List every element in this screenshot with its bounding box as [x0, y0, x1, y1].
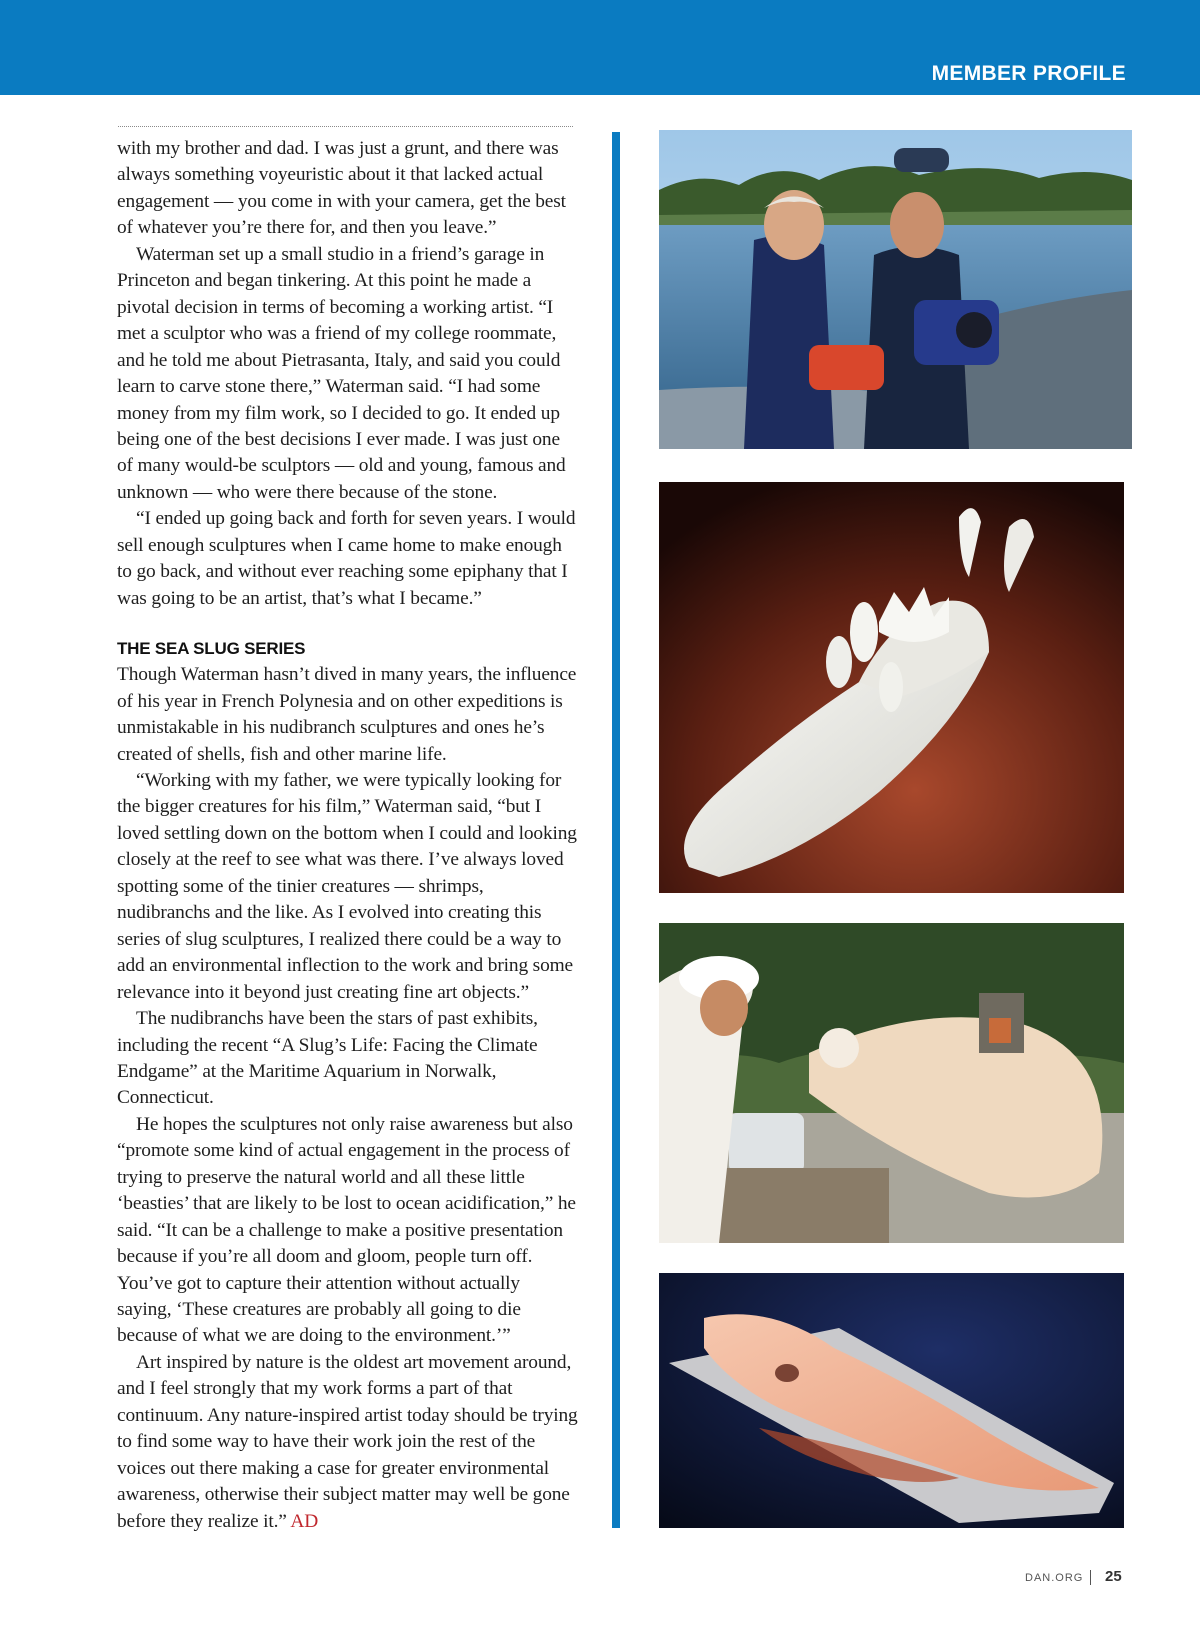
article-paragraph: with my brother and dad. I was just a grunt, and there was always something voyeuristic about it that lacked actual engagement — you come in with your camera, get the best of whatever you’re there for, and then you leave.” [117, 138, 566, 239]
final-paragraph-text: Art inspired by nature is the oldest art movement around, and I feel strongly that my work forms a part of that continuum. Any nature-inspired artist today should be trying to find some way to have their work join the rest of the voices out there making a case for greater environmental awareness, otherwise their subject matter may well be gone before they realize it.” [117, 1351, 578, 1532]
dotted-rule [118, 126, 573, 127]
article-column [117, 136, 579, 1535]
footer-site: DAN.ORG [1025, 1572, 1084, 1584]
article-paragraph: The nudibranchs have been the stars of past exhibits, including the recent “A Slug’s Life: Facing the Climate Endgame” at the Maritime Aquarium in Norwalk, Connecticut. [117, 1008, 538, 1109]
photo-sculptor-carving [659, 923, 1124, 1243]
article-paragraph: “I ended up going back and forth for seven years. I would sell enough sculptures when I came home to make enough to go back, and without ever reaching some epiphany that I was going to be an artist, that’s what I became.” [117, 508, 576, 609]
section-label: MEMBER PROFILE [931, 62, 1126, 85]
subhead: THE SEA SLUG SERIES [117, 639, 306, 659]
photo-white-nudibranch-sculpture [659, 482, 1124, 893]
photo-divers-boat [659, 130, 1132, 449]
photo-squid-sculpture [659, 1273, 1124, 1528]
article-paragraph: Waterman set up a small studio in a friend’s garage in Princeton and began tinkering. At this point he made a pivotal decision in terms of becoming a working artist. “I met a sculptor who was a friend of my college roommate, and he told me about Pietrasanta, Italy, and said you could learn to carve stone there,” Waterman said. “I had some money from my film work, so I decided to go. It ended up being one of the best decisions I ever made. I was just one of many would-be sculptors — old and young, famous and unknown — who were there because of the stone. [117, 243, 566, 503]
footer-divider [1090, 1570, 1091, 1585]
signoff-mark: AD [290, 1510, 319, 1532]
page-number: 25 [1105, 1568, 1122, 1585]
accent-bar [612, 132, 620, 1528]
article-paragraph: He hopes the sculptures not only raise awareness but also “promote some kind of actual engagement in the process of trying to preserve the natural world and all these little ‘beasties’ that are likely to be lost to ocean acidification,” he said. “It can be a challenge to make a positive presentation because if you’re all doom and gloom, people turn off. You’ve got to capture their attention without actually saying, ‘These creatures are probably all going to die because of what we are doing to the environment.’” [117, 1113, 576, 1347]
article-paragraph: “Working with my father, we were typically looking for the bigger creatures for his film,” Waterman said, “but I loved settling down on the bottom when I could and looking closely at the reef to see what was there. I’ve always loved spotting some of the tinier creatures — shrimps, nudibranchs and the like. As I evolved into creating this series of slug sculptures, I realized there could be a way to add an environmental inflection to the work and bring some relevance into it beyond just creating fine art objects.” [117, 769, 577, 1003]
article-final-paragraph [117, 1350, 579, 1535]
header-bar [0, 0, 1200, 95]
article-paragraph: Though Waterman hasn’t dived in many years, the influence of his year in French Polynesia and on other expeditions is unmistakable in his nudibranch sculptures and ones he’s created of shells, fish and other marine life. [117, 664, 577, 765]
